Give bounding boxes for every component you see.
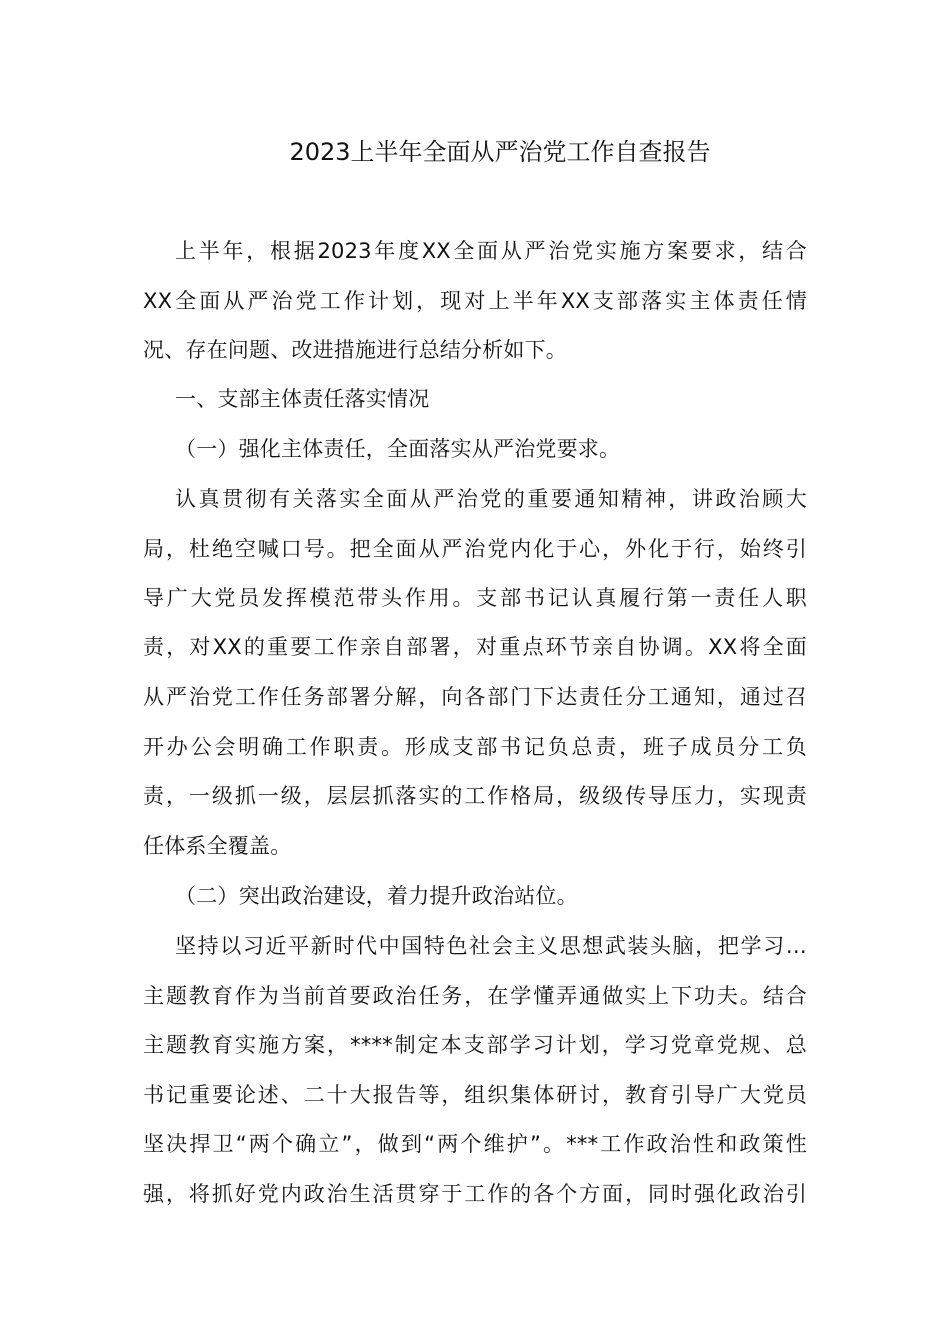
intro-line-2: XX全面从严治党工作计划，现对上半年XX支部落实主体责任情 bbox=[143, 289, 807, 313]
document-title: 2023上半年全面从严治党工作自查报告 bbox=[289, 138, 711, 166]
subsection-1-line-4: 责，对XX的重要工作亲自部署，对重点环节亲自协调。XX将全面 bbox=[143, 635, 807, 659]
subsection-2-heading: （二）突出政治建设，着力提升政治站位。 bbox=[175, 884, 578, 908]
subsection-1-line-7: 责，一级抓一级，层层抓落实的工作格局，级级传导压力，实现责 bbox=[143, 784, 807, 808]
subsection-2-line-6: 强，将抓好党内政治生活贯穿于工作的各个方面，同时强化政治引 bbox=[143, 1182, 807, 1206]
intro-line-1: 上半年，根据2023年度XX全面从严治党实施方案要求，结合 bbox=[175, 239, 807, 263]
section-1-heading: 一、支部主体责任落实情况 bbox=[175, 387, 430, 411]
subsection-1-line-8: 任体系全覆盖。 bbox=[143, 834, 292, 858]
subsection-2-line-1: 坚持以习近平新时代中国特色社会主义思想武装头脑，把学习… bbox=[175, 934, 807, 958]
subsection-2-line-3: 主题教育实施方案，****制定本支部学习计划，学习党章党规、总 bbox=[143, 1033, 807, 1057]
subsection-1-line-5: 从严治党工作任务部署分解，向各部门下达责任分工通知，通过召 bbox=[143, 685, 807, 709]
subsection-1-line-1: 认真贯彻有关落实全面从严治党的重要通知精神，讲政治顾大 bbox=[175, 487, 807, 511]
subsection-2-line-2: 主题教育作为当前首要政治任务，在学懂弄通做实上下功夫。结合 bbox=[143, 984, 807, 1008]
subsection-1-heading: （一）强化主体责任，全面落实从严治党要求。 bbox=[175, 437, 621, 461]
subsection-1-line-6: 开办公会明确工作职责。形成支部书记负总责，班子成员分工负 bbox=[143, 735, 807, 759]
subsection-2-line-4: 书记重要论述、二十大报告等，组织集体研讨，教育引导广大党员 bbox=[143, 1083, 807, 1107]
intro-line-3: 况、存在问题、改进措施进行总结分析如下。 bbox=[143, 338, 567, 362]
subsection-1-line-3: 导广大党员发挥模范带头作用。支部书记认真履行第一责任人职 bbox=[143, 586, 807, 610]
subsection-1-line-2: 局，杜绝空喊口号。把全面从严治党内化于心，外化于行，始终引 bbox=[143, 537, 807, 561]
subsection-2-line-5: 坚决捍卫“两个确立”，做到“两个维护”。***工作政治性和政策性 bbox=[143, 1132, 807, 1156]
